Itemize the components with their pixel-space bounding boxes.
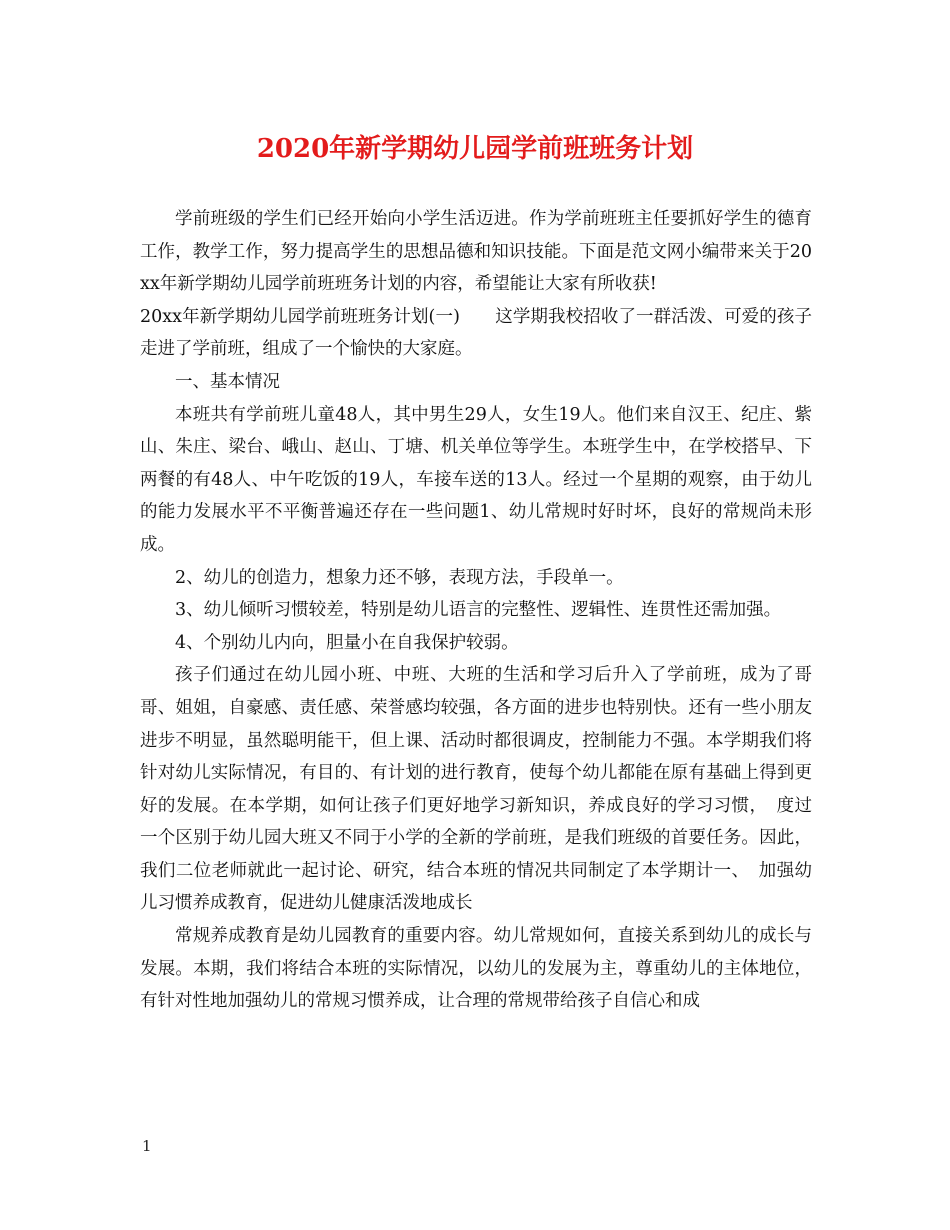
paragraph-issue-2: 2、幼儿的创造力，想象力还不够，表现方法，手段单一。 [175, 567, 624, 588]
document-title: 2020年新学期幼儿园学前班班务计划 [256, 134, 694, 164]
paragraph-semester-goals: 孩子们通过在幼儿园小班、中班、大班的生活和学习后升入了学前班，成为了哥哥、姐姐，自豪感、责任感、荣誉感均较强，各方面的进步也特别快。还有一些小朋友进步不明显，虽然聪明能干，但上课、活动时都很调皮，控制能力不强。本学期我们将针对幼儿实际情况，有目的、有计划的进行教育，使每个幼儿都能在原有基础上得到更好的发展。在本学期，如何让孩子们更好地学习新知识，养成良好的学习习惯， 度过一个区别于幼儿园大班又不同于小学的全新的学前班，是我们班级的首要任务。因此，我们二位老师就此一起讨论、研究，结合本班的情况共同制定了本学期计一、 加强幼儿习惯养成教育，促进幼儿健康活泼地成长 [140, 665, 812, 914]
paragraph-issue-3: 3、幼儿倾听习惯较差，特别是幼儿语言的完整性、逻辑性、连贯性还需加强。 [175, 600, 782, 621]
paragraph-plan-heading: 20xx年新学期幼儿园学前班班务计划(一) 这学期我校招收了一群活泼、可爱的孩子走进了学前班，组成了一个愉快的大家庭。 [140, 306, 812, 360]
section-heading-basic-situation: 一、基本情况 [175, 371, 280, 392]
document-body [140, 203, 812, 1018]
paragraph-intro: 学前班级的学生们已经开始向小学生活迈进。作为学前班班主任要抓好学生的德育工作，教学工作，努力提高学生的思想品德和知识技能。下面是范文网小编带来关于20xx年新学期幼儿园学前班班务计划的内容，希望能让大家有所收获! [140, 209, 812, 295]
paragraph-habit-education: 常规养成教育是幼儿园教育的重要内容。幼儿常规如何，直接关系到幼儿的成长与发展。本期，我们将结合本班的实际情况，以幼儿的发展为主，尊重幼儿的主体地位，有针对性地加强幼儿的常规习惯养成，让合理的常规带给孩子自信心和成 [140, 926, 812, 1012]
page-number: 1 [142, 1137, 152, 1155]
paragraph-class-overview: 本班共有学前班儿童48人，其中男生29人，女生19人。他们来自汉王、纪庄、紫山、朱庄、梁台、峨山、赵山、丁塘、机关单位等学生。本班学生中，在学校搭早、下两餐的有48人、中午吃饭的19人，车接车送的13人。经过一个星期的观察，由于幼儿的能力发展水平不平衡普遍还存在一些问题1、幼儿常规时好时坏，良好的常规尚未形成。 [140, 404, 812, 555]
paragraph-issue-4: 4、个别幼儿内向，胆量小在自我保护较弱。 [175, 632, 519, 653]
